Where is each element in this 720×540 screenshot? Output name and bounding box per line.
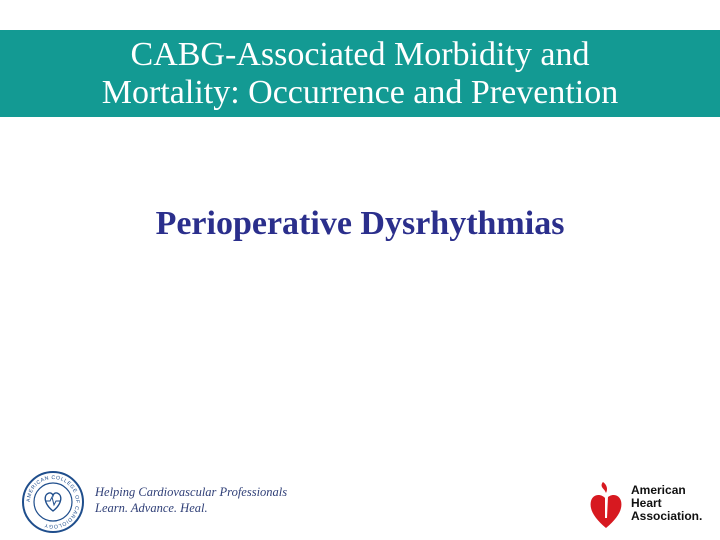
slide-title-line-1: CABG-Associated Morbidity and	[130, 35, 590, 73]
slide-title-line-2: Mortality: Occurrence and Prevention	[101, 73, 619, 111]
acc-seal-logo	[22, 471, 84, 533]
aha-wordmark	[631, 484, 702, 523]
aha-wordmark-line-2: Heart	[631, 496, 662, 510]
aha-heart-torch-icon	[588, 478, 624, 530]
acc-tagline	[95, 484, 287, 516]
acc-seal-text: AMERICAN COLLEGE OF CARDIOLOGY	[25, 474, 81, 530]
acc-tagline-line-2: Learn. Advance. Heal.	[95, 501, 208, 515]
acc-tagline-line-1: Helping Cardiovascular Professionals	[95, 485, 288, 499]
aha-wordmark-line-1: American	[631, 483, 686, 497]
aha-wordmark-line-3: Association.	[631, 509, 703, 523]
aha-logo	[588, 478, 718, 534]
slide-subtitle: Perioperative Dysrhythmias	[155, 205, 565, 242]
title-band	[0, 30, 720, 117]
